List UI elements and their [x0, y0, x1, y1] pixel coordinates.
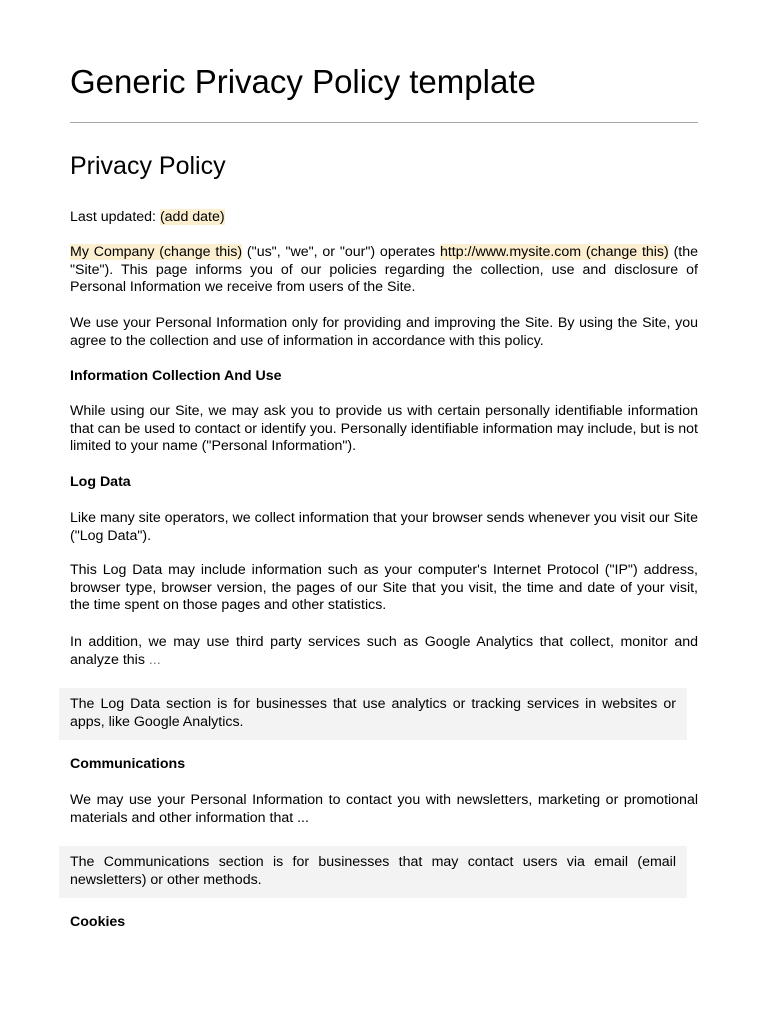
section-title: Privacy Policy — [70, 152, 226, 180]
log-data-heading: Log Data — [70, 474, 131, 490]
site-url-placeholder: http://www.mysite.com (change this) — [439, 244, 669, 260]
document-title: Generic Privacy Policy template — [70, 63, 536, 100]
info-collection-heading: Information Collection And Use — [70, 368, 282, 384]
log-data-paragraph-1: Like many site operators, we collect information that your browser sends whenever you visit our Site ("Log Data"). — [70, 510, 698, 544]
last-updated-label: Last updated: — [70, 209, 160, 225]
company-name-placeholder: My Company (change this) — [70, 244, 243, 260]
title-divider — [70, 122, 698, 123]
log-data-paragraph-2: This Log Data may include information such as your computer's Internet Protocol ("IP") address, browser type, browser version, the pages of our Site that you visit, the time and date of your visit, the time spent on those pages and other statistics. — [70, 562, 698, 614]
communications-heading: Communications — [70, 756, 186, 772]
intro-paragraph: My Company (change this) ("us", "we", or "our") operates http://www.mysite.com (change this) (the "Site"). This page informs you of our policies regarding the collection, use and disclosure of Personal Information we receive from users of the Site. — [70, 244, 699, 296]
log-data-paragraph-3: In addition, we may use third party services such as Google Analytics that collect, monitor and analyze this ... — [70, 634, 698, 668]
cookies-heading: Cookies — [70, 914, 126, 930]
truncation-ellipsis: ... — [148, 651, 161, 668]
intro-paragraph-2: We use your Personal Information only for providing and improving the Site. By using the Site, you agree to the collection and use of information in accordance with this policy. — [70, 315, 698, 349]
info-collection-paragraph: While using our Site, we may ask you to provide us with certain personally identifiable information that can be used to contact or identify you. Personally identifiable information may include, but is not limited to your name ("Personal Information"). — [70, 403, 698, 455]
communications-paragraph: We may use your Personal Information to contact you with newsletters, marketing or promotional materials and other information that ... — [70, 792, 698, 826]
last-updated-value: (add date) — [159, 209, 225, 225]
communications-note: The Communications section is for businesses that may contact users via email (email newsletters) or other methods. — [59, 846, 687, 898]
log-data-note: The Log Data section is for businesses that use analytics or tracking services in websites or apps, like Google Analytics. — [59, 688, 687, 740]
last-updated — [70, 209, 698, 227]
